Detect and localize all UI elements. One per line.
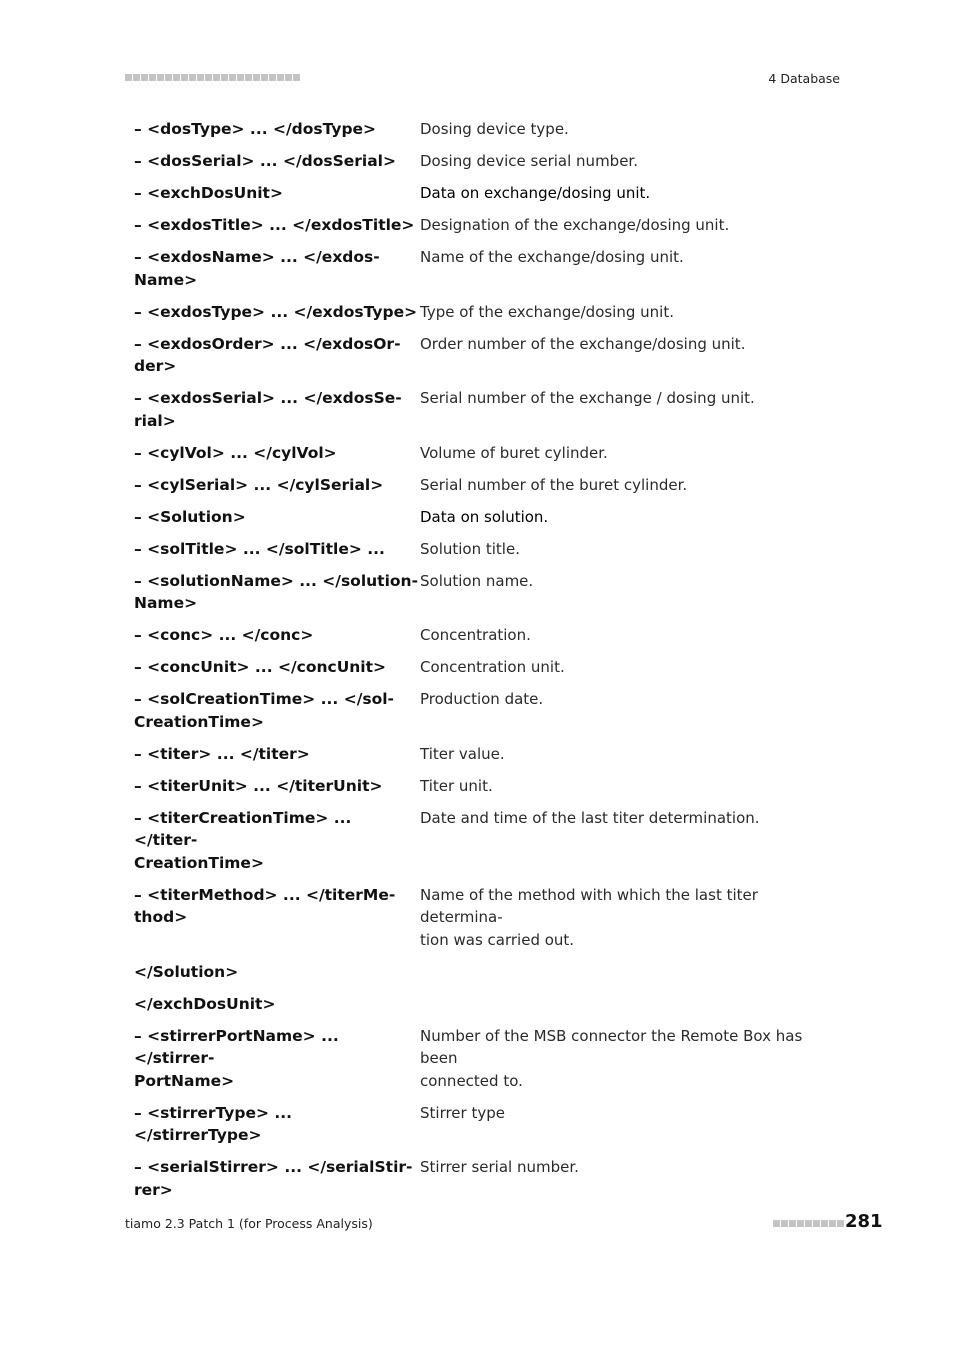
definition-description: Data on exchange/dosing unit. — [420, 184, 651, 202]
definition-row — [134, 214, 834, 237]
definition-row — [134, 301, 834, 324]
definition-description: Name of the exchange/dosing unit. — [420, 248, 684, 266]
definition-term: – <conc> ... </conc> — [134, 626, 314, 644]
definition-description: Designation of the exchange/dosing unit. — [420, 216, 730, 234]
definition-term: – <cylVol> ... </cylVol> — [134, 443, 337, 462]
definition-term: – <Solution> — [134, 507, 246, 526]
definition-term: – <titerUnit> ... </titerUnit> — [134, 776, 383, 795]
definition-description: Serial number of the exchange / dosing unit. — [420, 389, 755, 407]
definition-term: – <solutionName> ... </solution- Name> — [134, 571, 419, 612]
definition-row — [134, 688, 834, 733]
definition-term: – <serialStirrer> ... </serialStir- rer> — [134, 1158, 413, 1199]
definition-row — [134, 150, 834, 173]
header-decoration-dots — [125, 74, 300, 81]
chapter-title: 4 Database — [768, 71, 840, 86]
definition-row — [134, 118, 834, 141]
page-number: 281 — [845, 1211, 883, 1232]
definition-list — [134, 118, 834, 1211]
definition-description: Production date. — [420, 690, 544, 708]
definition-term: – <titer> ... </titer> — [134, 744, 310, 763]
definition-row — [134, 775, 834, 798]
definition-term: – <exdosOrder> ... </exdosOr- der> — [134, 334, 401, 375]
definition-row — [134, 884, 834, 952]
definition-term: – <exdosType> ... </exdosType> — [134, 302, 418, 321]
definition-description: Solution name. — [420, 571, 534, 590]
definition-description: Titer unit. — [420, 776, 493, 795]
definition-description: Dosing device serial number. — [420, 152, 638, 170]
definition-row — [134, 1102, 834, 1147]
footer-product-name: tiamo 2.3 Patch 1 (for Process Analysis) — [125, 1216, 373, 1231]
definition-term: – <exdosTitle> ... </exdosTitle> — [134, 216, 415, 234]
definition-description: Type of the exchange/dosing unit. — [420, 302, 674, 321]
definition-description: Titer value. — [420, 744, 505, 763]
definition-term: – <cylSerial> ... </cylSerial> — [134, 475, 384, 494]
definition-row — [134, 182, 834, 205]
definition-row — [134, 538, 834, 561]
definition-description: Data on solution. — [420, 507, 549, 526]
definition-term: </exchDosUnit> — [134, 994, 276, 1013]
definition-row — [134, 442, 834, 465]
definition-term: – <dosType> ... </dosType> — [134, 120, 377, 138]
definition-term: – <concUnit> ... </concUnit> — [134, 658, 387, 676]
definition-row — [134, 961, 834, 984]
definition-row — [134, 570, 834, 615]
definition-term: – <titerMethod> ... </titerMe- thod> — [134, 885, 396, 926]
definition-row — [134, 246, 834, 291]
definition-term: – <exchDosUnit> — [134, 184, 283, 202]
definition-description: Number of the MSB connector the Remote Box has been connected to. — [420, 1026, 803, 1090]
definition-row — [134, 656, 834, 679]
definition-description: Volume of buret cylinder. — [420, 443, 608, 462]
definition-description: Solution title. — [420, 539, 520, 558]
definition-term: – <exdosSerial> ... </exdosSe- rial> — [134, 389, 402, 430]
definition-term: – <exdosName> ... </exdos- Name> — [134, 248, 380, 289]
definition-description: Dosing device type. — [420, 120, 569, 138]
definition-term: – <dosSerial> ... </dosSerial> — [134, 152, 396, 170]
definition-term: – <stirrerType> ... </stirrerType> — [134, 1103, 293, 1144]
definition-description: Stirrer type — [420, 1103, 505, 1122]
definition-description — [420, 993, 834, 1016]
definition-description: Stirrer serial number. — [420, 1158, 579, 1176]
definition-term: – <stirrerPortName> ... </stirrer- PortName> — [134, 1026, 339, 1090]
definition-description: Name of the method with which the last titer determina- tion was carried out. — [420, 885, 758, 949]
definition-description: Serial number of the buret cylinder. — [420, 475, 688, 494]
footer-decoration-dots — [773, 1220, 844, 1227]
definition-row — [134, 387, 834, 432]
definition-row — [134, 1025, 834, 1093]
definition-description: Concentration unit. — [420, 658, 565, 676]
definition-term: – <solTitle> ... </solTitle> ... — [134, 539, 385, 558]
definition-row — [134, 807, 834, 875]
definition-term: – <solCreationTime> ... </sol- CreationTime> — [134, 690, 394, 731]
definition-row — [134, 474, 834, 497]
definition-row — [134, 333, 834, 378]
definition-term: – <titerCreationTime> ... </titer- CreationTime> — [134, 808, 352, 872]
definition-description: Order number of the exchange/dosing unit. — [420, 334, 746, 353]
definition-description: Date and time of the last titer determination. — [420, 808, 760, 827]
definition-description — [420, 961, 834, 984]
definition-description: Concentration. — [420, 626, 531, 644]
definition-row — [134, 1156, 834, 1201]
definition-row — [134, 993, 834, 1016]
definition-row — [134, 743, 834, 766]
definition-row — [134, 624, 834, 647]
definition-row — [134, 506, 834, 529]
definition-term: </Solution> — [134, 962, 239, 981]
